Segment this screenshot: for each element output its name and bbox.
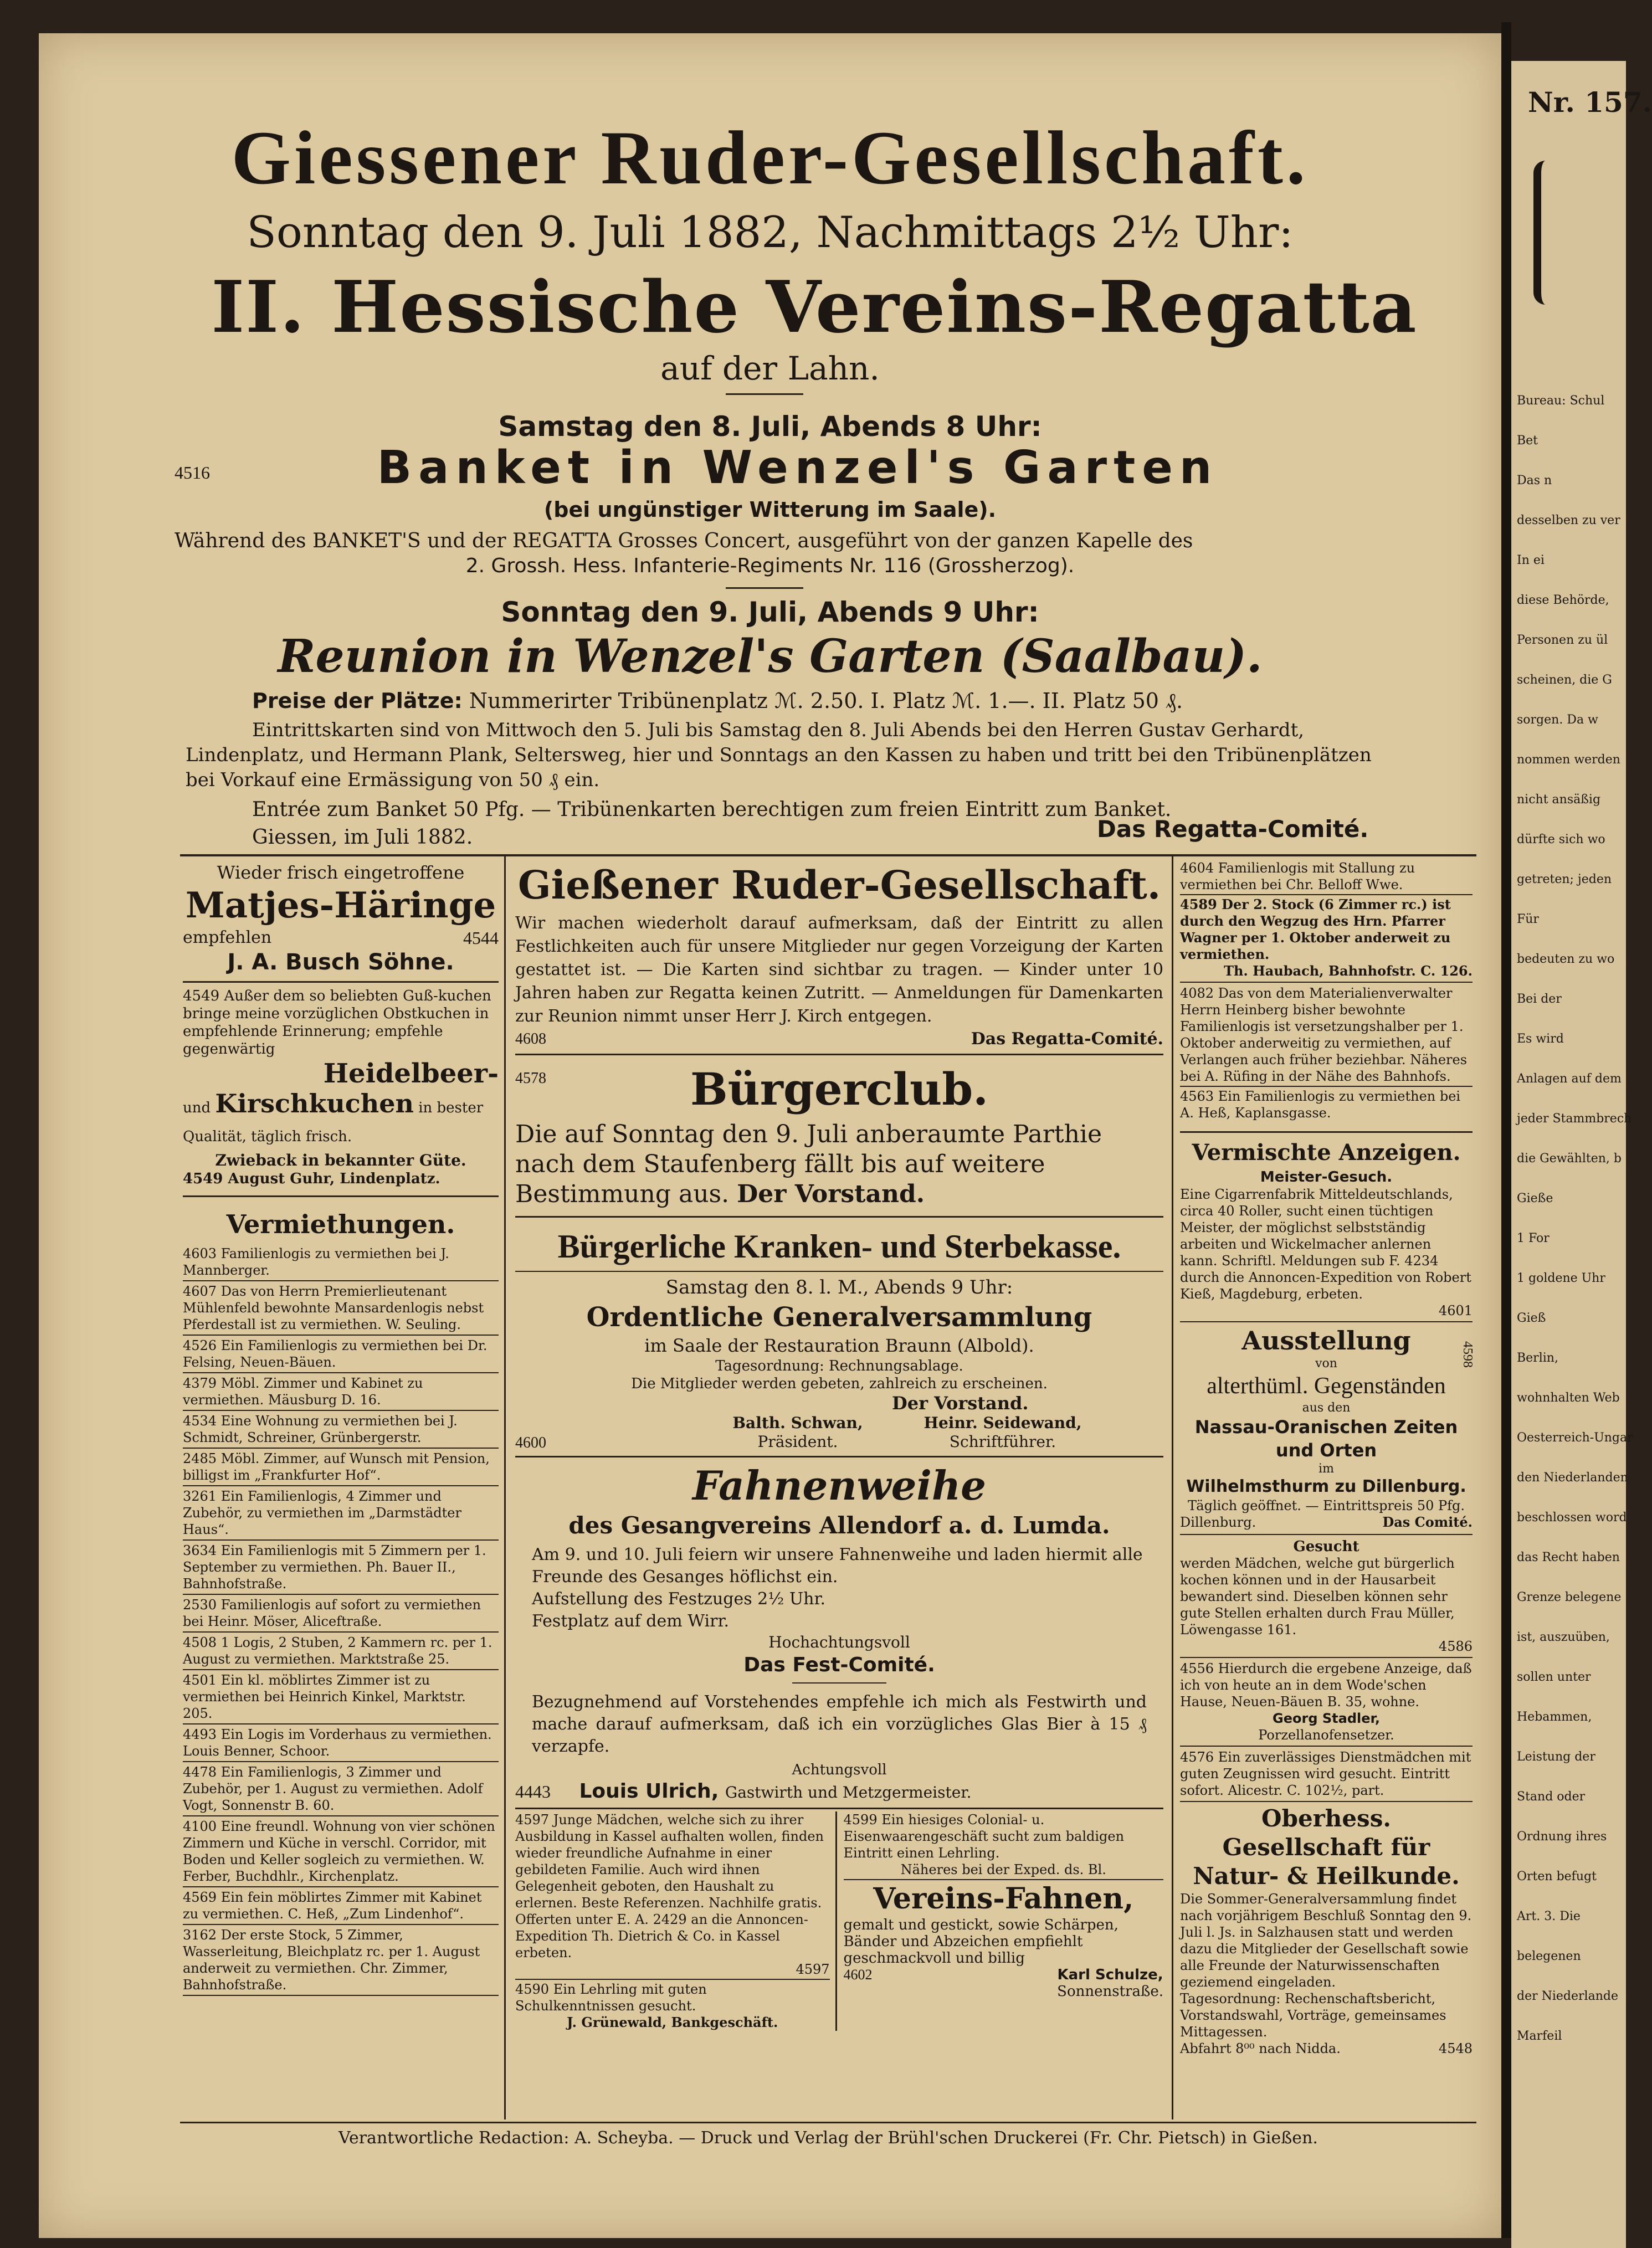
committee-sig: Das Regatta-Comité. [1097, 815, 1369, 843]
list-item: 3162 Der erste Stock, 5 Zimmer, Wasserleitung, Bleichplatz rc. per 1. August anderweit zu vermiethen. Chr. Zimmer, Bahnhofstraße. [183, 1925, 499, 1996]
divider [515, 1054, 1163, 1055]
ad-4563: 4563 Ein Familienlogis zu vermiethen bei A. Heß, Kaplansgasse. [1180, 1089, 1461, 1121]
divider [515, 1216, 1163, 1218]
kk-place: im Saale der Restauration Braunn (Albold). [644, 1335, 1034, 1356]
text-fragment: Gieße [1517, 1192, 1553, 1205]
text-fragment: den Niederlanden [1517, 1471, 1628, 1485]
text-fragment: 1 For [1517, 1231, 1550, 1245]
aus-l6: Täglich geöffnet. — Eintrittspreis 50 Pfg. [1187, 1498, 1465, 1513]
kk-members: Die Mitglieder werden gebeten, zahlreich zu erscheinen. [631, 1376, 1048, 1392]
kk-gv: Ordentliche Generalversammlung [586, 1302, 1092, 1333]
ad-4556: 4556 Hierdurch die ergebene Anzeige, daß ich von heute an in dem Wode'schen Hause, Neuen-Bäuen B. 35, wohne. [1180, 1661, 1472, 1710]
ad-number: 4608 [515, 1030, 546, 1048]
text-fragment: belegenen [1517, 1949, 1581, 1963]
ob-title: Oberhess. Gesellschaft für Natur- & Heilkunde. [1193, 1805, 1460, 1890]
text-fragment: Es wird [1517, 1032, 1564, 1046]
section-rule [180, 854, 1476, 856]
aus-von: von [1315, 1357, 1337, 1371]
text-fragment: sorgen. Da w [1517, 713, 1598, 727]
text-fragment: wohnhalten Web [1517, 1391, 1620, 1405]
mid-subcol-left [515, 1811, 837, 2031]
ad-4590-sig: J. Grünewald, Bankgeschäft. [567, 2014, 778, 2030]
text-fragment: Bureau: Schul [1517, 394, 1605, 408]
matjes-title: Matjes-Häringe [185, 885, 496, 926]
list-item: 4534 Eine Wohnung zu vermiethen bei J. Schmidt, Schreiner, Grünbergerstr. [183, 1411, 499, 1449]
ad-number: 4443 [515, 1782, 551, 1802]
column-rule [504, 856, 506, 2119]
text-fragment: Ordnung ihres [1517, 1830, 1607, 1844]
place-date: Giessen, im Juli 1882. [252, 826, 473, 849]
zwieback-line: Zwieback in bekannter Güte. [215, 1151, 466, 1169]
banket-title: Banket in Wenzel's Garten [377, 442, 1219, 494]
vermiethungen-title: Vermiethungen. [226, 1209, 455, 1239]
masthead-letter-fragment [1533, 161, 1546, 305]
divider [1180, 1086, 1473, 1087]
bc-sig: Der Vorstand. [737, 1180, 925, 1208]
kk-sig2: Heinr. Seidewand, [924, 1414, 1082, 1432]
ad-4590: 4590 Ein Lehrling mit guten Schulkenntnissen gesucht. [515, 1982, 707, 2014]
divider [726, 393, 803, 395]
ges-title: Gesucht [1293, 1538, 1359, 1555]
ad-4604: 4604 Familienlogis mit Stallung zu vermiethen bei Chr. Belloff Wwe. [1180, 860, 1415, 892]
kuchen-tail: in bester Qualität, täglich frisch. [183, 1100, 484, 1145]
aus-sig: Das Comité. [1382, 1514, 1473, 1530]
regatta-location: auf der Lahn. [660, 350, 880, 387]
next-page-edge [1511, 61, 1652, 2248]
list-item: 2530 Familienlogis auf sofort zu vermiethen bei Heinr. Möser, Aliceftraße. [183, 1595, 499, 1633]
ad-number: 4578 [515, 1070, 546, 1087]
sunday-line: Sonntag den 9. Juli, Abends 9 Uhr: [501, 596, 1039, 628]
fw-sub: des Gesangvereins Allendorf a. d. Lumda. [568, 1512, 1110, 1539]
vermiethungen-list [183, 1244, 499, 1996]
rg-title: Gießener Ruder-Gesellschaft. [517, 862, 1161, 908]
concert-line: Während des BANKET'S und der REGATTA Grosses Concert, ausgeführt von der ganzen Kapelle des [175, 530, 1193, 552]
kuchen-und: und [183, 1100, 211, 1116]
ad-number: 4601 [1438, 1303, 1473, 1318]
saturday-line: Samstag den 8. Juli, Abends 8 Uhr: [498, 410, 1042, 443]
text-fragment: Oesterreich-Ungar [1517, 1431, 1633, 1445]
text-fragment: Bet [1517, 434, 1538, 448]
ad-4556-job: Porzellanofensetzer. [1258, 1727, 1394, 1743]
fw-l5: Bezugnehmend auf Vorstehendes empfehle ich mich als Festwirth und mache darauf aufmerksam, daß ich ein vorzügliches Glas Bier à 15 ₰ verzapfe. [532, 1692, 1147, 1756]
kk-agenda: Tagesordnung: Rechnungsablage. [715, 1358, 963, 1374]
divider [515, 1271, 1163, 1272]
tickets-line: Lindenplatz, und Hermann Plank, Seltersweg, hier und Sonntags an den Kassen zu haben und tritt bei den Tribünenplätzen [186, 744, 1372, 766]
list-item: 4478 Ein Familienlogis, 3 Zimmer und Zubehör, per 1. August zu vermiethen. Adolf Vogt, Sonnenstr B. 60. [183, 1762, 499, 1816]
fw-l2: Aufstellung des Festzuges 2½ Uhr. [532, 1589, 826, 1609]
fw-l6: Achtungsvoll [792, 1762, 887, 1778]
divider [183, 1195, 499, 1197]
book-spine [1501, 22, 1511, 2238]
list-item: 4508 1 Logis, 2 Stuben, 2 Kammern rc. per 1. August zu vermiethen. Marktstraße 25. [183, 1633, 499, 1670]
text-fragment: das Recht haben [1517, 1551, 1620, 1564]
vf-text: gemalt und gestickt, sowie Schärpen, Bänder und Abzeichen empfiehlt geschmackvoll und billig [843, 1917, 1119, 1967]
mg-text: Eine Cigarrenfabrik Mitteldeutschlands, circa 40 Roller, sucht einen tüchtigen Meister, der möglichst selbstständig arbeiten und Wickelmacher anlernen kann. Schriftl. Meldungen sub F. 4234 durch die Annoncen-Expedition von Robert Kieß, Magdeburg, erbeten. [1180, 1187, 1471, 1302]
ad-4082: 4082 Das von dem Materialienverwalter Herrn Heinberg bisher bewohnte Familienlogis ist versetzungshalber per 1. Oktober anderweitig zu vermiethen, auf Verlangen auch früher beziehbar. Näheres bei A. Rüfing in der Nähe des Bahnhofs. [1180, 986, 1468, 1084]
divider [515, 1808, 1163, 1809]
prices-text: Nummerirter Tribünenplatz ℳ. 2.50. I. Platz ℳ. 1.—. II. Platz 50 ₰. [469, 689, 1183, 713]
tickets-line: bei Vorkauf eine Ermässigung von 50 ₰ ein. [186, 769, 600, 791]
text-fragment: ist, auszuüben, [1517, 1630, 1610, 1644]
divider [515, 1979, 830, 1980]
text-fragment: diese Behörde, [1517, 593, 1609, 607]
weather-note: (bei ungünstiger Witterung im Saale). [543, 497, 997, 522]
left-column [183, 861, 499, 1996]
regatta-date: Sonntag den 9. Juli 1882, Nachmittags 2½ Uhr: [247, 208, 1294, 258]
text-fragment: nicht ansäßig [1517, 793, 1601, 807]
text-fragment: bedeuten zu wo [1517, 952, 1615, 966]
text-fragment: sollen unter [1517, 1670, 1591, 1684]
text-fragment: dürfte sich wo [1517, 833, 1605, 846]
matjes-sub: empfehlen [183, 928, 272, 947]
rg-sig: Das Regatta-Comité. [971, 1029, 1163, 1049]
page-title: Giessener Ruder-Gesellschaft. [231, 115, 1309, 200]
matjes-pre: Wieder frisch eingetroffene [217, 862, 465, 883]
divider [1180, 1657, 1473, 1658]
vf-street: Sonnenstraße. [1057, 1983, 1163, 2000]
fw-l3: Festplatz auf dem Wirr. [532, 1611, 730, 1631]
divider [1180, 1801, 1473, 1802]
ad-4599-note: Näheres bei der Exped. ds. Bl. [900, 1862, 1106, 1877]
aus-l3: Nassau-Oranischen Zeiten und Orten [1194, 1416, 1458, 1461]
text-fragment: der Niederlande [1517, 1989, 1618, 2003]
vf-name: Karl Schulze, [1057, 1967, 1163, 1983]
footer-rule [180, 2122, 1476, 2123]
aus-l2: aus den [1302, 1401, 1351, 1415]
ad-number: 4548 [1438, 2041, 1473, 2056]
ad-4556-sig: Georg Stadler, [1273, 1711, 1380, 1726]
matjes-firm: J. A. Busch Söhne. [227, 950, 454, 975]
ad-4589-sig: Th. Haubach, Bahnhofstr. C. 126. [1224, 963, 1473, 979]
list-item: 3634 Ein Familienlogis mit 5 Zimmern per 1. September zu vermiethen. Ph. Bauer II., Bahnhofstraße. [183, 1541, 499, 1595]
fw-l4: Hochachtungsvoll [768, 1633, 910, 1651]
ad-4589: 4589 Der 2. Stock (6 Zimmer rc.) ist durch den Wegzug des Hrn. Pfarrer Wagner per 1. Oktober anderweit zu vermiethen. [1180, 896, 1451, 962]
kk-title: Bürgerliche Kranken- und Sterbekasse. [557, 1228, 1121, 1265]
prices-row [252, 687, 1526, 715]
text-fragment: Art. 3. Die [1517, 1910, 1581, 1923]
text-fragment: Stand oder [1517, 1790, 1586, 1804]
mg-title: Meister-Gesuch. [1260, 1169, 1393, 1185]
kk-sig1b: Präsident. [757, 1433, 838, 1451]
divider [726, 587, 803, 589]
ad-number: 4597 [796, 1962, 830, 1977]
ob-text: Die Sommer-Generalversammlung findet nach vorjährigem Beschluß Sonntag den 9. Juli l. Js. in Salzhausen statt und werden dazu die Mitglieder der Gesellschaft sowie alle Freunde der Naturwissenschaften geziemend eingeladen. [1180, 1891, 1472, 1990]
divider [515, 1456, 1163, 1457]
text-fragment: Berlin, [1517, 1351, 1558, 1365]
list-item: 4100 Eine freundl. Wohnung von vier schönen Zimmern und Küche in verschl. Corridor, mit Boden und Keller sogleich zu vermiethen. W. Ferber, Buchdhlr., Kirchenplatz. [183, 1816, 499, 1887]
text-fragment: Hebammen, [1517, 1710, 1592, 1724]
text-fragment: 1 goldene Uhr [1517, 1271, 1605, 1285]
ad-4597: 4597 Junge Mädchen, welche sich zu ihrer Ausbildung in Kassel aufhalten wollen, finden wieder freundliche Aufnahme in einer gebildeten Familie. Auch wird ihnen Gelegenheit geboten, den Haushalt zu erlernen. Beste Referenzen. Nachhilfe gratis. Offerten unter E. A. 2429 an die Annoncen-Expedition Th. Dietrich & Co. in Kassel erbeten. [515, 1812, 824, 1960]
divider [183, 981, 499, 983]
list-item: 4379 Möbl. Zimmer und Kabinet zu vermiethen. Mäusburg D. 16. [183, 1373, 499, 1411]
text-fragment: Für [1517, 912, 1539, 926]
list-item: 3261 Ein Familienlogis, 4 Zimmer und Zubehör, zu vermiethen im „Darmstädter Haus“. [183, 1486, 499, 1541]
aus-title: Ausstellung [1241, 1326, 1411, 1356]
aus-l1: alterthüml. Gegenständen [1207, 1373, 1446, 1399]
ad-number: 4544 [463, 928, 499, 948]
kk-sig1: Balth. Schwan, [732, 1414, 863, 1432]
text-fragment: scheinen, die G [1517, 673, 1612, 687]
reunion-title: Reunion in Wenzel's Garten (Saalbau). [278, 630, 1263, 683]
prices-label: Preise der Plätze: [252, 689, 463, 713]
ad-number: 4602 [843, 1967, 873, 1983]
fw-job: Gastwirth und Metzgermeister. [725, 1783, 972, 1802]
divider [844, 1879, 1163, 1880]
text-fragment: desselben zu ver [1517, 514, 1620, 527]
kk-date: Samstag den 8. l. M., Abends 9 Uhr: [665, 1276, 1013, 1298]
aus-l5: Wilhelmsthurm zu Dillenburg. [1186, 1477, 1466, 1496]
divider [1180, 1321, 1473, 1322]
rg-text: Wir machen wiederholt darauf aufmerksam, daß der Eintritt zu allen Festlichkeiten auch für unsere Mitglieder nur gegen Vorzeigung der Karten gestattet ist. — Die Karten sind sichtbar zu tragen. — Kinder unter 10 Jahren haben zur Regatta keinen Zutritt. — Anmeldungen für Damenkarten zur Reunion nimmt unser Herr J. Kirch entgegen. [515, 913, 1163, 1026]
text-fragment: Grenze belegene [1517, 1590, 1622, 1604]
ob-dep: Abfahrt 8⁰⁰ nach Nidda. [1180, 2041, 1341, 2056]
column-rule [1172, 856, 1173, 2119]
list-item: 4501 Ein kl. möblirtes Zimmer ist zu vermiethen bei Heinrich Kinkel, Marktstr. 205. [183, 1670, 499, 1725]
text-fragment: Das n [1517, 474, 1552, 487]
fw-name: Louis Ulrich, [579, 1780, 719, 1803]
entree-line: Entrée zum Banket 50 Pfg. — Tribünenkarten berechtigen zum freien Eintritt zum Banket. [252, 798, 1172, 821]
next-page-masthead: Nr. 157. [1528, 86, 1652, 119]
fw-sig: Das Fest-Comité. [743, 1654, 935, 1676]
kk-sig2b: Schriftführer. [949, 1433, 1056, 1451]
kuchen-big2: Kirschkuchen [215, 1089, 414, 1118]
divider [1180, 894, 1473, 895]
text-fragment: Orten befugt [1517, 1870, 1597, 1883]
fw-title: Fahnenweihe [692, 1462, 986, 1509]
next-page-fragments [1517, 393, 1633, 2069]
divider [792, 1682, 886, 1684]
text-fragment: Anlagen auf dem [1517, 1072, 1622, 1086]
text-fragment: Gieß [1517, 1311, 1546, 1325]
list-item: 4607 Das von Herrn Premierlieutenant Mühlenfeld bewohnte Mansardenlogis nebst Pferdestall ist zu vermiethen. W. Seuling. [183, 1281, 499, 1336]
bc-title: Bürgerclub. [690, 1063, 988, 1115]
kuchen-sig: 4549 August Guhr, Lindenplatz. [183, 1171, 440, 1187]
vf-title: Vereins-Fahnen, [873, 1882, 1134, 1916]
regatta-title: II. Hessische Vereins-Regatta [211, 266, 1418, 349]
tickets-line: Eintrittskarten sind von Mittwoch den 5. Juli bis Samstag den 8. Juli Abends bei den Herren Gustav Gerhardt, [252, 719, 1305, 741]
regiment-line: 2. Grossh. Hess. Infanterie-Regiments Nr. 116 (Grossherzog). [465, 555, 1075, 577]
text-fragment: In ei [1517, 553, 1545, 567]
middle-column [515, 859, 1163, 2031]
ad-4576: 4576 Ein zuverlässiges Dienstmädchen mit guten Zeugnissen wird gesucht. Eintritt sofort. Alicestr. C. 102½, part. [1180, 1749, 1471, 1798]
aus-l4: im [1318, 1462, 1334, 1476]
divider [1180, 1534, 1473, 1535]
aus-l7: Dillenburg. [1180, 1515, 1256, 1530]
ad-number: 4586 [1438, 1639, 1473, 1654]
list-item: 4526 Ein Familienlogis zu vermiethen bei Dr. Felsing, Neuen-Bäuen. [183, 1336, 499, 1373]
text-fragment: die Gewählten, b [1517, 1152, 1622, 1166]
text-fragment: Personen zu ül [1517, 633, 1608, 647]
text-fragment: beschlossen word [1517, 1511, 1627, 1525]
ob-agenda: Tagesordnung: Rechenschaftsbericht, Vorstandswahl, Vorträge, gemeinsames Mittagessen. [1180, 1991, 1446, 2040]
divider [1180, 1746, 1473, 1747]
list-item: 4493 Ein Logis im Vorderhaus zu vermiethen. Louis Benner, Schoor. [183, 1725, 499, 1762]
kuchen-big: Heidelbeer- [323, 1058, 499, 1089]
text-fragment: Leistung der [1517, 1750, 1595, 1764]
text-fragment: Marfeil [1517, 2029, 1562, 2043]
ges-text: werden Mädchen, welche gut bürgerlich kochen können und in der Hausarbeit bewandert sind. Dieselben können sehr gute Stellen erhalten durch Frau Müller, Löwengasse 161. [1180, 1556, 1455, 1638]
vm-title: Vermischte Anzeigen. [1192, 1140, 1461, 1166]
text-fragment: nommen werden [1517, 753, 1620, 767]
fw-l1: Am 9. und 10. Juli feiern wir unsere Fahnenweihe und laden hiermit alle Freunde des Gesanges höflichst ein. [532, 1545, 1143, 1587]
list-item: 2485 Möbl. Zimmer, auf Wunsch mit Pension, billigst im „Frankfurter Hof“. [183, 1449, 499, 1486]
newspaper-page [39, 33, 1501, 2238]
divider [1180, 1131, 1473, 1133]
text-fragment: Bei der [1517, 992, 1562, 1006]
right-column [1180, 860, 1473, 2057]
list-item: 4603 Familienlogis zu vermiethen bei J. Mannberger. [183, 1244, 499, 1281]
bc-text: Die auf Sonntag den 9. Juli anberaumte Parthie nach dem Staufenberg fällt bis auf weitere Bestimmung aus. [515, 1120, 1102, 1208]
imprint: Verantwortliche Redaction: A. Scheyba. — Druck und Verlag der Brühl'schen Druckerei (Fr. Chr. Pietsch) in Gießen. [338, 2128, 1318, 2148]
text-fragment: jeder Stammbrech [1517, 1112, 1632, 1126]
ad-number: 4600 [515, 1434, 546, 1451]
text-fragment: getreten; jeden [1517, 872, 1612, 886]
kuchen-text: 4549 Außer dem so beliebten Guß-kuchen bringe meine vorzüglichen Obstkuchen in empfehlende Erinnerung; empfehle gegenwärtig [183, 988, 491, 1058]
divider [1180, 982, 1473, 983]
kk-vorstand: Der Vorstand. [892, 1393, 1029, 1414]
mid-subcol-right [837, 1811, 1163, 2031]
ad-number: 4598 [1460, 1341, 1475, 1368]
ad-number: 4516 [175, 463, 210, 483]
ad-4599: 4599 Ein hiesiges Colonial- u. Eisenwaarengeschäft sucht zum baldigen Eintritt einen Lehrling. [843, 1812, 1125, 1861]
list-item: 4569 Ein fein möblirtes Zimmer mit Kabinet zu vermiethen. C. Heß, „Zum Lindenhof“. [183, 1887, 499, 1925]
